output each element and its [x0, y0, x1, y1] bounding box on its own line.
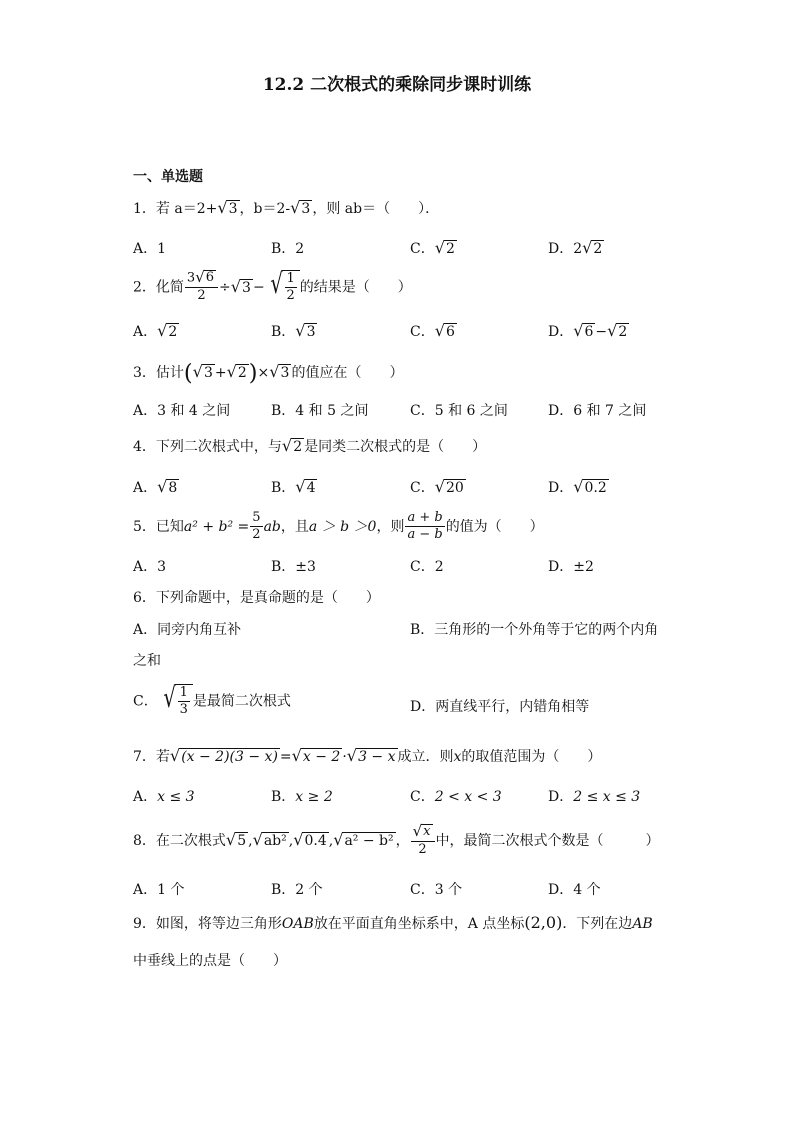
- radical: √ 2: [582, 238, 603, 258]
- option-b: B．2: [271, 241, 305, 257]
- option-b: B．2 个: [271, 882, 323, 898]
- option-a: A．3 和 4 之间: [133, 403, 231, 419]
- option-c: C． √ 6: [410, 321, 455, 341]
- question-1: [133, 198, 439, 218]
- option-a: A．1: [133, 241, 167, 257]
- option-c: C． √ 2: [410, 238, 455, 258]
- radical: √ 3: [230, 276, 251, 296]
- option-b: B．4 和 5 之间: [271, 403, 369, 419]
- option-a: A．1 个: [133, 882, 185, 898]
- question-6: 6．下列命题中，是真命题的是（ ）: [133, 590, 380, 606]
- option-b: B．三角形的一个外角等于它的两个内角: [410, 622, 659, 638]
- option-d: D．2 √ 2: [548, 238, 603, 258]
- question-5: 5．已知a² + b² = $\frac{5}{2}$ ab，且a ＞ b ＞0，则 $\frac{a + b}{a - b}$ 的值为（ ）: [133, 510, 544, 543]
- page-title: 12.2 二次根式的乘除同步课时训练: [262, 75, 532, 95]
- option-b: B． √ 3: [271, 321, 316, 341]
- option-c: C．5 和 6 之间: [410, 403, 508, 419]
- question-text: 若 a＝2+: [155, 201, 218, 217]
- question-3: 3．估计( √ 3 + √ 2 )× √ 3 的值应在（ ）: [133, 360, 404, 386]
- option-a: A． √ 8: [133, 477, 178, 497]
- option-c: C．2: [410, 559, 444, 575]
- fraction: 3 √ 6 2: [185, 270, 218, 304]
- option-d: D． √ 0.2: [548, 477, 607, 497]
- question-2: 2．化简 3 √ 6 2 ÷ √ 3 − √ $\frac{1}{2}$ 的结果是（ ）: [133, 267, 412, 304]
- question-text: ，b＝2-: [239, 201, 291, 217]
- option-d: D．两直线平行，内错角相等: [410, 699, 590, 715]
- question-8: 8．在二次根式 √ 5 , √ ab² , √ 0.4 , √ a² − b² ， √ x 2 中，最简二次根式个数是（ ）: [133, 822, 660, 857]
- option-d: D．4 个: [548, 882, 601, 898]
- option-c: C．3 个: [410, 882, 463, 898]
- question-4: 4．下列二次根式中，与 √ 2 是同类二次根式的是（ ）: [133, 436, 487, 456]
- option-b: B．±3: [271, 559, 316, 575]
- radical: √ 3: [290, 198, 311, 218]
- question-7: 7．若 √ (x − 2)(3 − x) = √ x − 2 · √ 3 − x 成立．则x的取值范围为（ ）: [133, 746, 602, 766]
- question-9: 9．如图，将等边三角形OAB放在平面直角坐标系中，A 点坐标(2,0)．下列在边AB: [133, 913, 653, 932]
- option-d: D．2 ≤ x ≤ 3: [548, 789, 641, 805]
- option-a: A．x ≤ 3: [133, 789, 195, 805]
- option-a: A．同旁内角互补: [133, 622, 242, 638]
- option-d: D．±2: [548, 559, 594, 575]
- section-heading: 一、单选题: [133, 169, 203, 185]
- option-a: A．3: [133, 559, 167, 575]
- question-number: 1．: [133, 201, 156, 217]
- option-d: D． √ 6 − √ 2: [548, 321, 628, 341]
- option-c: C．2 < x < 3: [410, 789, 502, 805]
- radical: √ $\frac{1}{2}$: [265, 270, 300, 305]
- question-text: ，则 ab＝（ ）．: [312, 201, 440, 217]
- option-b-continued: 之和: [133, 653, 161, 669]
- option-d: D．6 和 7 之间: [548, 403, 647, 419]
- radical: √ 2: [434, 238, 455, 258]
- option-c: C． √ $\frac{1}{3}$ 是最简二次根式: [133, 681, 291, 718]
- option-c: C． √ 20: [410, 477, 464, 497]
- question-9-continued: 中垂线上的点是（ ）: [133, 953, 287, 969]
- radical: √ 3: [217, 198, 238, 218]
- option-b: B．x ≥ 2: [271, 789, 333, 805]
- option-b: B． √ 4: [271, 477, 316, 497]
- option-a: A． √ 2: [133, 321, 178, 341]
